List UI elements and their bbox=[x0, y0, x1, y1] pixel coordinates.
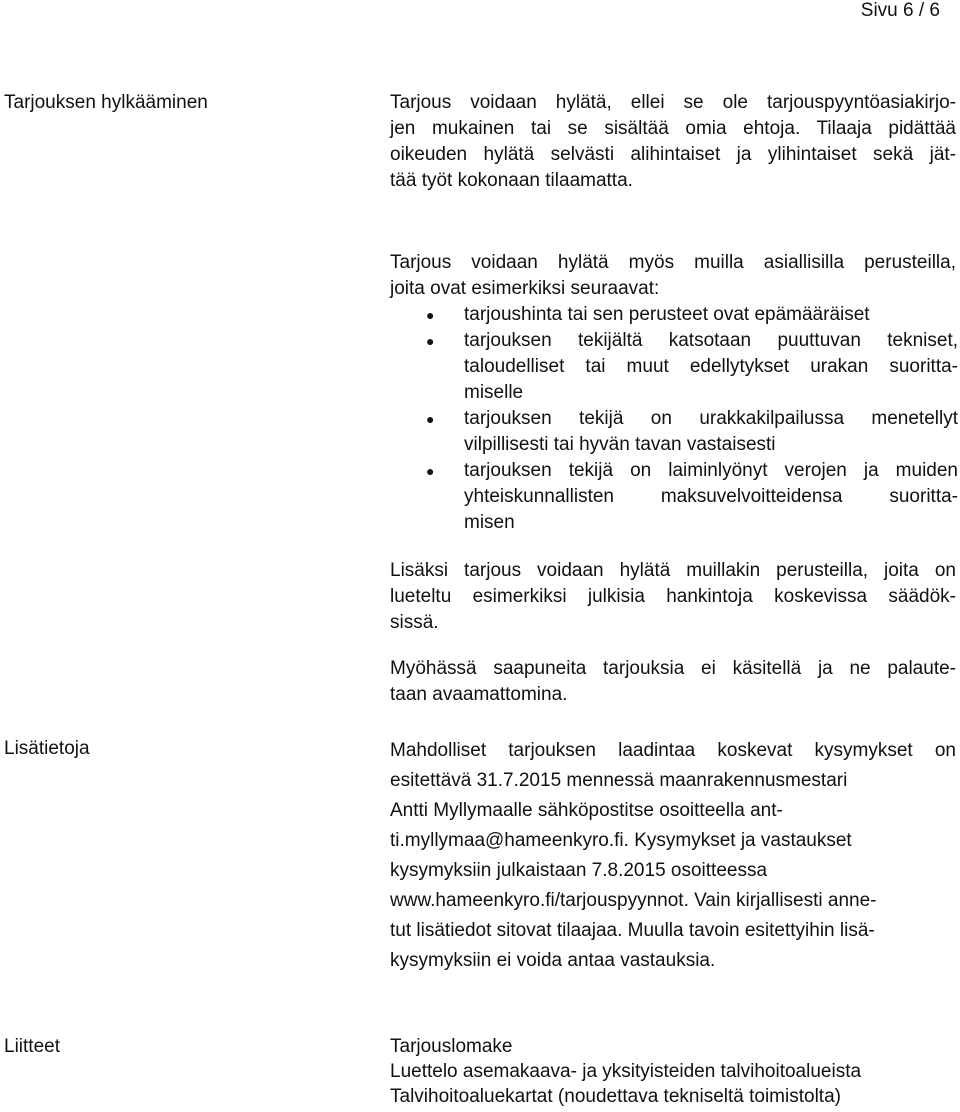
text-line: joita ovat esimerkiksi seuraavat: bbox=[390, 278, 660, 299]
text-line: misen bbox=[464, 512, 515, 533]
text-line: tut lisätiedot sitovat tilaajaa. Muulla tavoin esitettyihin lisä- bbox=[390, 920, 875, 941]
text-line: tää työt kokonaan tilaamatta. bbox=[390, 170, 633, 191]
text-line: www.hameenkyro.fi/tarjouspyynnot. Vain kirjallisesti anne- bbox=[390, 890, 877, 911]
bullet-icon: ● bbox=[426, 411, 435, 427]
text-line: taloudelliset tai muut edellytykset urakan suoritta- bbox=[464, 356, 958, 377]
list-item bbox=[390, 458, 958, 536]
text-line: Myöhässä saapuneita tarjouksia ei käsitellä ja ne palaute- bbox=[390, 658, 956, 679]
page-indicator: Sivu 6 / 6 bbox=[860, 0, 940, 21]
rejection-criteria-list bbox=[390, 302, 956, 536]
section-label-rejection: Tarjouksen hylkääminen bbox=[4, 92, 208, 113]
text-line: oikeuden hylätä selvästi alihintaiset ja ylihintaiset sekä jät- bbox=[390, 144, 956, 165]
text-line: Tarjous voidaan hylätä myös muilla asiallisilla perusteilla, bbox=[390, 252, 956, 273]
text-line: tarjouksen tekijä on urakkakilpailussa menetellyt bbox=[464, 408, 958, 429]
text-line: Lisäksi tarjous voidaan hylätä muillakin perusteilla, joita on bbox=[390, 560, 956, 581]
rejection-paragraph-3 bbox=[390, 558, 956, 636]
text-line: kysymyksiin ei voida antaa vastauksia. bbox=[390, 950, 716, 971]
list-item bbox=[390, 406, 958, 458]
text-line: tarjoushinta tai sen perusteet ovat epämääräiset bbox=[464, 304, 870, 325]
section-label-attachments: Liitteet bbox=[4, 1036, 60, 1057]
section-label-info: Lisätietoja bbox=[4, 738, 90, 759]
text-line: miselle bbox=[464, 382, 524, 403]
info-paragraph bbox=[390, 736, 956, 976]
list-item bbox=[390, 328, 958, 406]
text-line: lueteltu esimerkiksi julkisia hankintoja koskevissa säädök- bbox=[390, 586, 956, 607]
text-line: esitettävä 31.7.2015 mennessä maanrakennusmestari bbox=[390, 770, 848, 791]
rejection-paragraph-1 bbox=[390, 90, 956, 194]
attachments-list bbox=[390, 1034, 956, 1109]
rejection-paragraph-4 bbox=[390, 656, 956, 708]
list-item bbox=[390, 302, 958, 328]
text-line: yhteiskunnallisten maksuvelvoitteidensa suoritta- bbox=[464, 486, 958, 507]
text-line: taan avaamattomina. bbox=[390, 684, 568, 705]
text-line: jen mukainen tai se sisältää omia ehtoja. Tilaaja pidättää bbox=[390, 118, 956, 139]
bullet-icon: ● bbox=[426, 333, 435, 349]
list-item: Tarjouslomake bbox=[390, 1036, 513, 1057]
bullet-icon: ● bbox=[426, 463, 435, 479]
text-line: Antti Myllymaalle sähköpostitse osoitteella ant- bbox=[390, 800, 783, 821]
text-line: tarjouksen tekijä on laiminlyönyt verojen ja muiden bbox=[464, 460, 958, 481]
list-item: Talvihoitoaluekartat (noudettava tekniseltä toimistolta) bbox=[390, 1086, 841, 1107]
bullet-icon: ● bbox=[426, 307, 435, 323]
text-line: sissä. bbox=[390, 612, 439, 633]
list-item: Luettelo asemakaava- ja yksityisteiden talvihoitoalueista bbox=[390, 1061, 862, 1082]
text-line: tarjouksen tekijältä katsotaan puuttuvan tekniset, bbox=[464, 330, 958, 351]
text-line: kysymyksiin julkaistaan 7.8.2015 osoitteessa bbox=[390, 860, 768, 881]
text-line: vilpillisesti tai hyvän tavan vastaisesti bbox=[464, 434, 776, 455]
rejection-paragraph-2 bbox=[390, 250, 956, 302]
text-line: Mahdolliset tarjouksen laadintaa koskevat kysymykset on bbox=[390, 740, 956, 761]
text-line: Tarjous voidaan hylätä, ellei se ole tarjouspyyntöasiakirjo- bbox=[390, 92, 956, 113]
text-line: ti.myllymaa@hameenkyro.fi. Kysymykset ja vastaukset bbox=[390, 830, 852, 851]
